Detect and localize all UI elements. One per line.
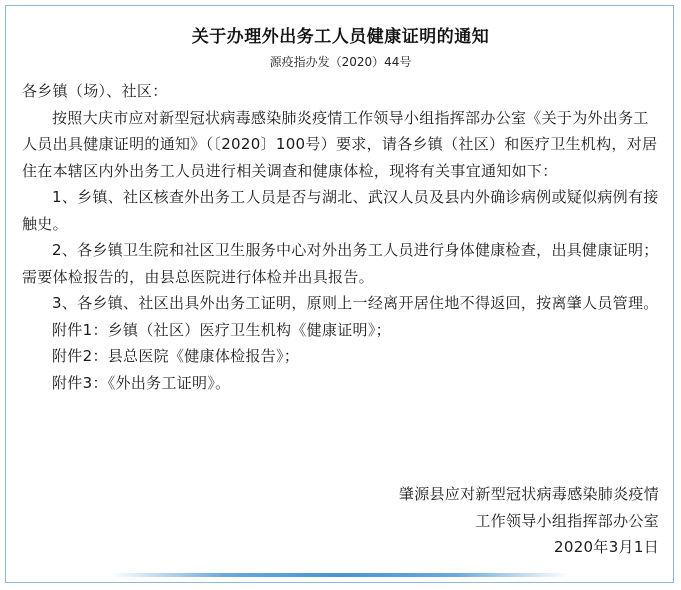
signature-date: 2020年3月1日 xyxy=(554,538,659,556)
signature-org-line-1: 肇源县应对新型冠状病毒感染肺炎疫情 xyxy=(398,485,659,503)
paragraph-item-1: 1、乡镇、社区核查外出务工人员是否与湖北、武汉人员及县内外确诊病例或疑似病例有接触史。 xyxy=(22,188,659,233)
paragraph-item-3: 3、各乡镇、社区出具外出务工证明，原则上一经离开居住地不得返回，按离肇人员管理。 xyxy=(52,294,659,312)
signature-org-line-2: 工作领导小组指挥部办公室 xyxy=(475,511,659,530)
paragraph-intro: 按照大庆市应对新型冠状病毒感染肺炎疫情工作领导小组指挥部办公室《关于为外出务工人员出具健康证明的通知》（〔2020〕100号）要求，请各乡镇（社区）和医疗卫生机构，对居住在本辖区内外出务工人员进行相关调查和健康体检，现将有关事宜通知如下： xyxy=(22,108,658,180)
decorative-divider xyxy=(110,573,570,577)
attachment-1: 附件1：乡镇（社区）医疗卫生机构《健康证明》； xyxy=(52,320,391,339)
salutation: 各乡镇（场）、社区： xyxy=(22,82,168,100)
document-body xyxy=(22,78,662,396)
paragraph-item-2: 2、各乡镇卫生院和社区卫生服务中心对外出务工人员进行身体健康检查，出具健康证明；需要体检报告的，由县总医院进行体检并出具报告。 xyxy=(22,241,659,286)
attachment-2: 附件2：县总医院《健康体检报告》； xyxy=(52,347,300,365)
document-number: 源疫指办发（2020）44号 xyxy=(269,55,412,69)
signature-block xyxy=(399,481,659,561)
attachment-3: 附件3：《外出务工证明》。 xyxy=(52,373,231,392)
document-title: 关于办理外出务工人员健康证明的通知 xyxy=(191,27,490,47)
